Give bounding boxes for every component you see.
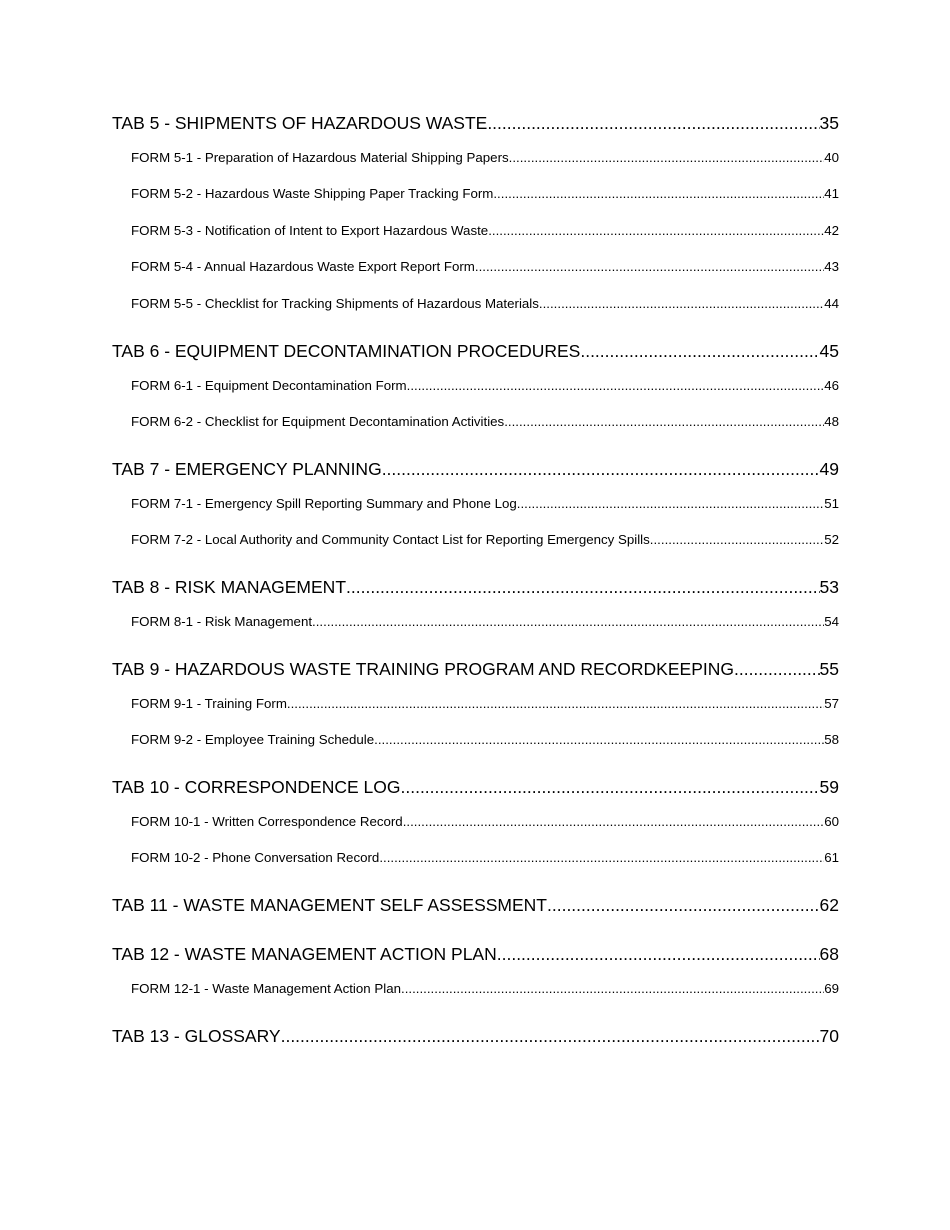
toc-tab-8[interactable] (112, 576, 839, 598)
toc-form-5-4[interactable] (131, 258, 839, 276)
toc-page-number: 35 (819, 113, 839, 133)
toc-page-number: 42 (824, 223, 839, 238)
toc-form-title: FORM 8-1 - Risk Management (131, 614, 313, 629)
toc-page-number: 57 (824, 696, 839, 711)
toc-form-12-1[interactable] (131, 980, 839, 998)
dot-leader (401, 776, 820, 798)
dot-leader (382, 458, 820, 480)
toc-page-number: 58 (824, 732, 839, 747)
toc-page-number: 44 (824, 296, 839, 311)
dot-leader (488, 222, 824, 240)
toc-page-number: 40 (824, 150, 839, 165)
dot-leader (475, 258, 824, 276)
dot-leader (650, 531, 824, 549)
toc-page-number: 62 (819, 895, 839, 915)
dot-leader (504, 413, 824, 431)
toc-page-number: 61 (824, 850, 839, 865)
dot-leader (493, 185, 824, 203)
toc-page-number: 53 (819, 577, 839, 597)
toc-page-number: 68 (819, 944, 839, 964)
toc-form-title: FORM 5-3 - Notification of Intent to Export Hazardous Waste (131, 223, 489, 238)
toc-tab-title: TAB 11 - WASTE MANAGEMENT SELF ASSESSMENT (112, 895, 547, 915)
toc-form-title: FORM 10-2 - Phone Conversation Record (131, 850, 380, 865)
dot-leader (539, 295, 824, 313)
toc-page-number: 46 (824, 378, 839, 393)
dot-leader (346, 576, 820, 598)
dot-leader (407, 377, 825, 395)
dot-leader (547, 894, 820, 916)
toc-form-6-2[interactable] (131, 413, 839, 431)
toc-tab-7[interactable] (112, 458, 839, 480)
toc-form-9-1[interactable] (131, 695, 839, 713)
dot-leader (312, 613, 824, 631)
toc-page-number: 45 (819, 341, 839, 361)
toc-form-title: FORM 5-4 - Annual Hazardous Waste Export Report Form (131, 259, 475, 274)
dot-leader (580, 340, 819, 362)
toc-tab-title: TAB 6 - EQUIPMENT DECONTAMINATION PROCEDURES (112, 341, 581, 361)
dot-leader (281, 1025, 820, 1047)
dot-leader (287, 695, 824, 713)
toc-form-title: FORM 5-5 - Checklist for Tracking Shipments of Hazardous Materials (131, 296, 539, 311)
toc-tab-6[interactable] (112, 340, 839, 362)
toc-page-number: 70 (819, 1026, 839, 1046)
toc-form-7-1[interactable] (131, 495, 839, 513)
toc-form-title: FORM 6-1 - Equipment Decontamination Form (131, 378, 407, 393)
toc-page-number: 52 (824, 532, 839, 547)
table-of-contents (112, 112, 839, 1047)
toc-tab-13[interactable] (112, 1025, 839, 1047)
toc-form-title: FORM 7-1 - Emergency Spill Reporting Summary and Phone Log (131, 496, 517, 511)
dot-leader (734, 658, 820, 680)
toc-page-number: 55 (819, 659, 839, 679)
toc-tab-title: TAB 10 - CORRESPONDENCE LOG (112, 777, 401, 797)
toc-tab-title: TAB 12 - WASTE MANAGEMENT ACTION PLAN (112, 944, 497, 964)
toc-page-number: 43 (824, 259, 839, 274)
toc-page-number: 51 (824, 496, 839, 511)
toc-form-title: FORM 10-1 - Written Correspondence Record (131, 814, 403, 829)
toc-tab-5[interactable] (112, 112, 839, 134)
toc-tab-title: TAB 5 - SHIPMENTS OF HAZARDOUS WASTE (112, 113, 488, 133)
toc-tab-9[interactable] (112, 658, 839, 680)
toc-form-7-2[interactable] (131, 531, 839, 549)
dot-leader (374, 731, 824, 749)
toc-tab-10[interactable] (112, 776, 839, 798)
dot-leader (487, 112, 819, 134)
toc-form-title: FORM 5-2 - Hazardous Waste Shipping Paper Tracking Form (131, 186, 494, 201)
toc-tab-11[interactable] (112, 894, 839, 916)
toc-page-number: 41 (824, 186, 839, 201)
toc-form-title: FORM 7-2 - Local Authority and Community Contact List for Reporting Emergency Spills (131, 532, 650, 547)
dot-leader (517, 495, 824, 513)
toc-form-title: FORM 6-2 - Checklist for Equipment Decontamination Activities (131, 414, 505, 429)
dot-leader (403, 813, 825, 831)
toc-page-number: 54 (824, 614, 839, 629)
toc-form-10-2[interactable] (131, 849, 839, 867)
toc-tab-title: TAB 9 - HAZARDOUS WASTE TRAINING PROGRAM AND RECORDKEEPING (112, 659, 734, 679)
toc-form-title: FORM 9-1 - Training Form (131, 696, 287, 711)
toc-tab-title: TAB 8 - RISK MANAGEMENT (112, 577, 347, 597)
toc-page-number: 48 (824, 414, 839, 429)
toc-form-5-2[interactable] (131, 185, 839, 203)
toc-form-8-1[interactable] (131, 613, 839, 631)
toc-form-5-1[interactable] (131, 149, 839, 167)
toc-page-number: 59 (819, 777, 839, 797)
toc-tab-12[interactable] (112, 943, 839, 965)
toc-page-number: 60 (824, 814, 839, 829)
dot-leader (379, 849, 824, 867)
toc-form-6-1[interactable] (131, 377, 839, 395)
toc-tab-title: TAB 13 - GLOSSARY (112, 1026, 281, 1046)
toc-form-title: FORM 9-2 - Employee Training Schedule (131, 732, 375, 747)
toc-page-number: 69 (824, 981, 839, 996)
toc-form-title: FORM 12-1 - Waste Management Action Plan (131, 981, 401, 996)
toc-form-5-3[interactable] (131, 222, 839, 240)
toc-form-5-5[interactable] (131, 295, 839, 313)
dot-leader (401, 980, 824, 998)
toc-form-9-2[interactable] (131, 731, 839, 749)
dot-leader (509, 149, 825, 167)
toc-form-10-1[interactable] (131, 813, 839, 831)
toc-page-number: 49 (819, 459, 839, 479)
toc-form-title: FORM 5-1 - Preparation of Hazardous Material Shipping Papers (131, 150, 509, 165)
toc-tab-title: TAB 7 - EMERGENCY PLANNING (112, 459, 382, 479)
dot-leader (497, 943, 820, 965)
